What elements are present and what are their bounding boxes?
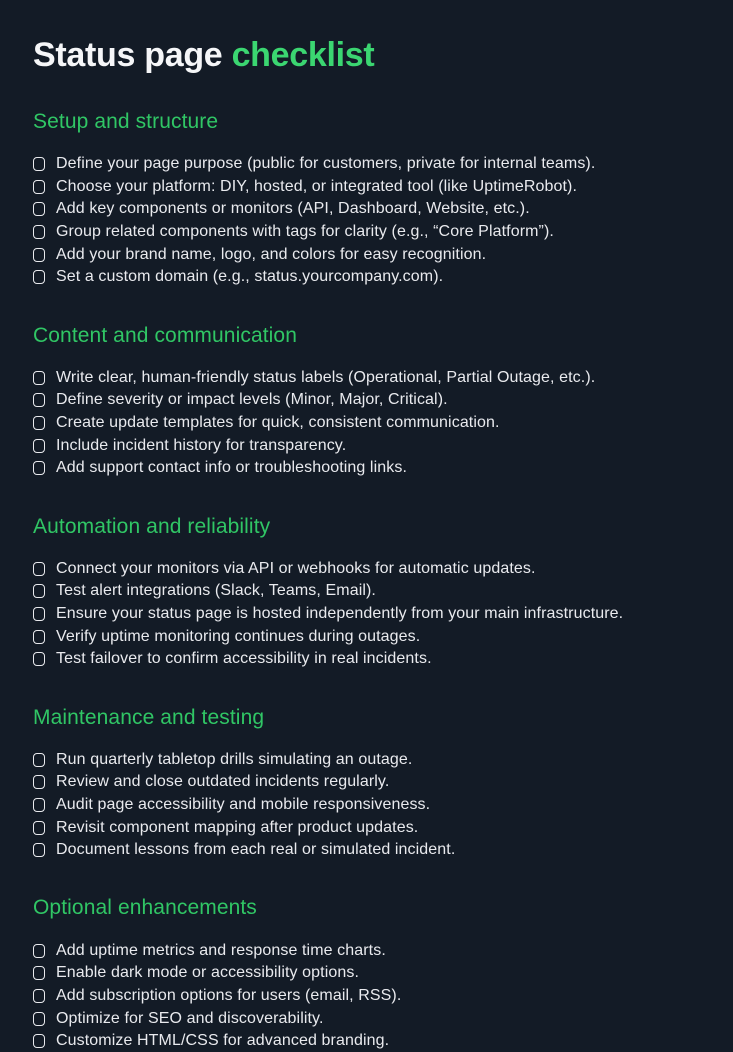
checklist-item: [33, 457, 703, 480]
checkbox-icon[interactable]: [33, 270, 45, 284]
checkbox-icon[interactable]: [33, 157, 45, 171]
section-maintenance-and-testing: [33, 706, 703, 862]
checkbox-icon[interactable]: [33, 202, 45, 216]
checkbox-icon[interactable]: [33, 439, 45, 453]
checklist-items: [33, 558, 703, 671]
checklist-item: [33, 962, 703, 985]
checkbox-icon[interactable]: [33, 944, 45, 958]
checklist-item-label: Add uptime metrics and response time charts.: [56, 941, 386, 959]
checklist-item-label: Audit page accessibility and mobile responsiveness.: [56, 795, 431, 813]
checklist-item-label: Add key components or monitors (API, Dashboard, Website, etc.).: [56, 200, 530, 218]
section-heading: Setup and structure: [33, 110, 219, 133]
checklist-item: [33, 939, 703, 962]
checkbox-icon[interactable]: [33, 652, 45, 666]
checkbox-icon[interactable]: [33, 416, 45, 430]
checklist-item: [33, 558, 703, 581]
checklist-items: [33, 367, 703, 480]
checkbox-icon[interactable]: [33, 630, 45, 644]
checkbox-icon[interactable]: [33, 248, 45, 262]
checklist-items: [33, 749, 703, 862]
checklist-item-label: Customize HTML/CSS for advanced branding.: [56, 1032, 390, 1050]
checklist-item-label: Define your page purpose (public for customers, private for internal teams).: [56, 155, 596, 173]
checkbox-icon[interactable]: [33, 461, 45, 475]
checklist-item: [33, 221, 703, 244]
checklist-item-label: Write clear, human-friendly status labels (Operational, Partial Outage, etc.).: [56, 368, 596, 386]
section-automation-and-reliability: [33, 515, 703, 671]
checklist-item: [33, 198, 703, 221]
section-heading: Maintenance and testing: [33, 705, 265, 729]
checklist-item: [33, 749, 703, 772]
section-optional-enhancements: [33, 896, 703, 1052]
checklist-item: [33, 389, 703, 412]
checkbox-icon[interactable]: [33, 584, 45, 598]
section-heading: Automation and reliability: [33, 514, 271, 538]
checklist-item: [33, 1030, 703, 1052]
page-title: [33, 36, 703, 75]
checklist-item: [33, 176, 703, 199]
checkbox-icon[interactable]: [33, 180, 45, 194]
section-heading: Content and communication: [33, 323, 297, 347]
checklist-item-label: Ensure your status page is hosted independently from your main infrastructure.: [56, 605, 624, 623]
checklist-item: [33, 985, 703, 1008]
checkbox-icon[interactable]: [33, 1012, 45, 1026]
checklist-item: [33, 434, 703, 457]
checklist-item-label: Connect your monitors via API or webhooks for automatic updates.: [56, 559, 536, 577]
checklist-item: [33, 839, 703, 862]
checklist-item: [33, 153, 703, 176]
checklist-item: [33, 1007, 703, 1030]
checklist-item: [33, 816, 703, 839]
checklist-item-label: Run quarterly tabletop drills simulating an outage.: [56, 750, 413, 768]
checklist-item-label: Verify uptime monitoring continues during outages.: [56, 627, 421, 645]
checkbox-icon[interactable]: [33, 775, 45, 789]
checklist-item-label: Enable dark mode or accessibility options.: [56, 964, 360, 982]
checklist-item-label: Set a custom domain (e.g., status.yourcompany.com).: [56, 268, 444, 286]
checklist-item: [33, 412, 703, 435]
section-setup-and-structure: [33, 110, 703, 289]
checklist-item-label: Document lessons from each real or simulated incident.: [56, 841, 456, 859]
checklist-item: [33, 648, 703, 671]
checklist-item-label: Review and close outdated incidents regularly.: [56, 773, 390, 791]
checklist-items: [33, 153, 703, 289]
checklist-item-label: Group related components with tags for clarity (e.g., “Core Platform”).: [56, 223, 554, 241]
checkbox-icon[interactable]: [33, 1034, 45, 1048]
checkbox-icon[interactable]: [33, 753, 45, 767]
checklist-item: [33, 243, 703, 266]
checklist-item: [33, 794, 703, 817]
checkbox-icon[interactable]: [33, 393, 45, 407]
checklist-item: [33, 771, 703, 794]
checklist-item: [33, 603, 703, 626]
checklist-items: [33, 939, 703, 1052]
checkbox-icon[interactable]: [33, 989, 45, 1003]
section-heading: Optional enhancements: [33, 896, 257, 920]
checkbox-icon[interactable]: [33, 843, 45, 857]
checklist-item: [33, 367, 703, 390]
checklist-item-label: Revisit component mapping after product updates.: [56, 818, 419, 836]
checklist-item-label: Choose your platform: DIY, hosted, or integrated tool (like UptimeRobot).: [56, 177, 578, 195]
checklist-item: [33, 266, 703, 289]
checklist-item-label: Test alert integrations (Slack, Teams, Email).: [56, 582, 376, 600]
checklist-item-label: Add your brand name, logo, and colors for easy recognition.: [56, 245, 487, 263]
checklist-item-label: Add subscription options for users (email, RSS).: [56, 986, 402, 1004]
checklist-item: [33, 580, 703, 603]
checkbox-icon[interactable]: [33, 607, 45, 621]
checkbox-icon[interactable]: [33, 821, 45, 835]
checklist-item-label: Add support contact info or troubleshooting links.: [56, 459, 407, 477]
section-content-and-communication: [33, 324, 703, 480]
checkbox-icon[interactable]: [33, 371, 45, 385]
checklist-item-label: Create update templates for quick, consistent communication.: [56, 414, 500, 432]
page-title-main: Status page: [33, 36, 232, 74]
checklist-item-label: Include incident history for transparency.: [56, 436, 347, 454]
checkbox-icon[interactable]: [33, 966, 45, 980]
checklist-item: [33, 625, 703, 648]
checklist-item-label: Test failover to confirm accessibility in real incidents.: [56, 650, 432, 668]
checklist-item-label: Optimize for SEO and discoverability.: [56, 1009, 324, 1027]
page-title-accent: checklist: [231, 36, 375, 74]
checkbox-icon[interactable]: [33, 225, 45, 239]
checkbox-icon[interactable]: [33, 798, 45, 812]
checkbox-icon[interactable]: [33, 562, 45, 576]
checklist-item-label: Define severity or impact levels (Minor, Major, Critical).: [56, 391, 448, 409]
